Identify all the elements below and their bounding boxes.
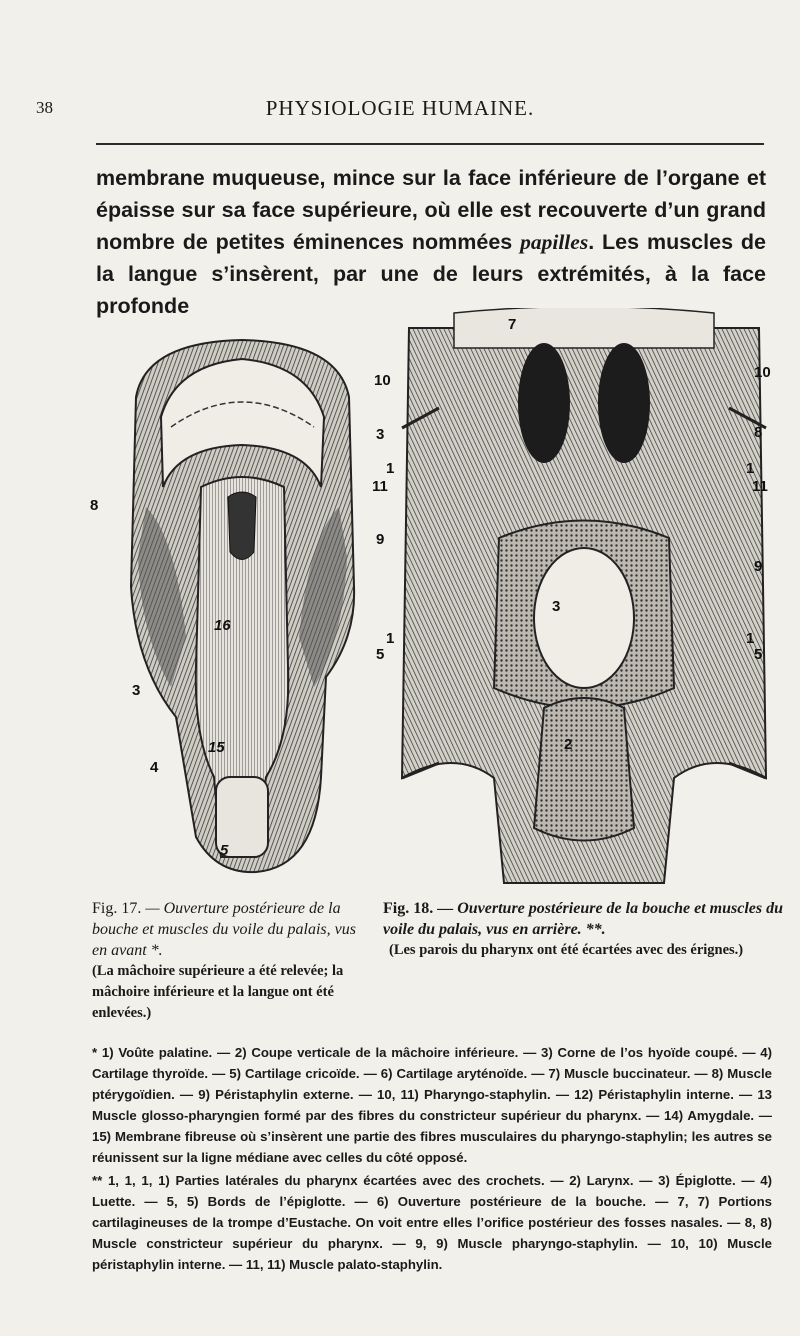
caption-fig17 — [92, 898, 367, 1024]
legend-fig17: * 1) Voûte palatine. — 2) Coupe verticale de la mâchoire inférieure. — 3) Corne de l’os hyoïde coupé. — 4) Cartilage thyroïde. — 5) Cartilage cricoïde. — 6) Cartilage aryténoïde. — 7) Muscle buccinateur. — 8) Muscle ptérygoïdien. — 9) Péristaphylin externe. — 10, 11) Pharyngo-staphylin. — 12) Péristaphylin interne. — 13 Muscle glosso-pharyngien formé par des fibres du constricteur supérieur du pharynx. — 14) Amygdale. — 15) Membrane fibreuse où s’insèrent une partie des fibres musculaires du pharyngo-staphylin; les autres se réunissent sur la ligne médiane avec celles du côté opposé. — [92, 1045, 772, 1165]
figure-18-illustration — [394, 308, 774, 888]
caption-fig18-note: (Les parois du pharynx ont été écartées avec des érignes.) — [389, 942, 744, 958]
fig17-label-8: 8 — [90, 497, 99, 514]
legend-fig18: ** 1, 1, 1, 1) Parties latérales du pharynx écartées avec des crochets. — 2) Larynx. — 3) Épiglotte. — 4) Luette. — 5, 5) Bords de l’épiglotte. — 6) Ouverture postérieure de la bouche. — 7, 7) Portions cartilagineuses de la trompe d’Eustache. On voit entre elles l’orifice postérieur des fosses nasales. — 8, 8) Muscle constricteur supérieur du pharynx. — 9, 9) Muscle pharyngo-staphylin. — 10, 10) Muscle péristaphylin interne. — 11, 11) Muscle palato-staphylin. — [92, 1173, 772, 1272]
fig17-label-4: 4 — [150, 759, 159, 776]
fig18-label-3-inner: 3 — [552, 598, 561, 615]
page-number: 38 — [36, 98, 53, 117]
fig18-label-2: 2 — [564, 736, 573, 753]
caption-fig18 — [383, 898, 783, 961]
body-text — [96, 162, 766, 322]
fig17-label-15: 15 — [208, 739, 225, 756]
fig18-right-label-8: 8 — [754, 424, 763, 441]
figure-17-engraving — [90, 337, 369, 874]
fig18-label-7: 7 — [508, 316, 517, 333]
fig18-right-label-1b: 1 — [746, 630, 755, 647]
fig18-right-label-9: 9 — [754, 558, 763, 575]
fig18-right-label-10: 10 — [754, 364, 771, 381]
caption-fig17-title: Fig. 17. — Ouverture postérieure de la bouche et muscles du voile du palais, vus en avant *. — [92, 900, 356, 959]
fig18-right-label-11: 11 — [752, 478, 768, 495]
fig18-right-label-5: 5 — [754, 646, 763, 663]
fig18-left-label-3: 3 — [376, 426, 385, 443]
header-rule — [96, 143, 764, 145]
figure-17-illustration — [116, 337, 369, 874]
fig18-left-label-1: 1 — [386, 460, 395, 477]
running-head: PHYSIOLOGIE HUMAINE. — [265, 96, 535, 120]
emphasis-papilles: papilles — [520, 230, 589, 254]
fig18-left-label-10: 10 — [374, 372, 391, 389]
fig18-right-label-1: 1 — [746, 460, 755, 477]
body-paragraph: membrane muqueuse, mince sur la face inférieure de l’organe et épaisse sur sa face supérieure, où elle est recouverte d’un grand nombre de petites éminences nommées papilles. Les muscles de la langue s’insèrent, par une de leurs extrémités, à la face profonde — [96, 166, 766, 318]
fig17-label-3: 3 — [132, 682, 141, 699]
fig17-label-16: 16 — [214, 617, 231, 634]
fig18-left-label-1b: 1 — [386, 630, 395, 647]
fig18-left-label-5: 5 — [376, 646, 385, 663]
figure-legends — [92, 1042, 772, 1277]
caption-fig17-note: (La mâchoire supérieure a été relevée; la mâchoire inférieure et la langue ont été enlevées.) — [92, 963, 344, 1021]
caption-fig18-title: Fig. 18. — Ouverture postérieure de la bouche et muscles du voile du palais, vus en arrière. **. — [383, 900, 783, 938]
fig17-label-5: 5 — [220, 842, 229, 859]
figure-18-engraving — [372, 308, 774, 888]
fig18-left-label-9: 9 — [376, 531, 385, 548]
fig18-left-label-11: 11 — [372, 478, 388, 495]
